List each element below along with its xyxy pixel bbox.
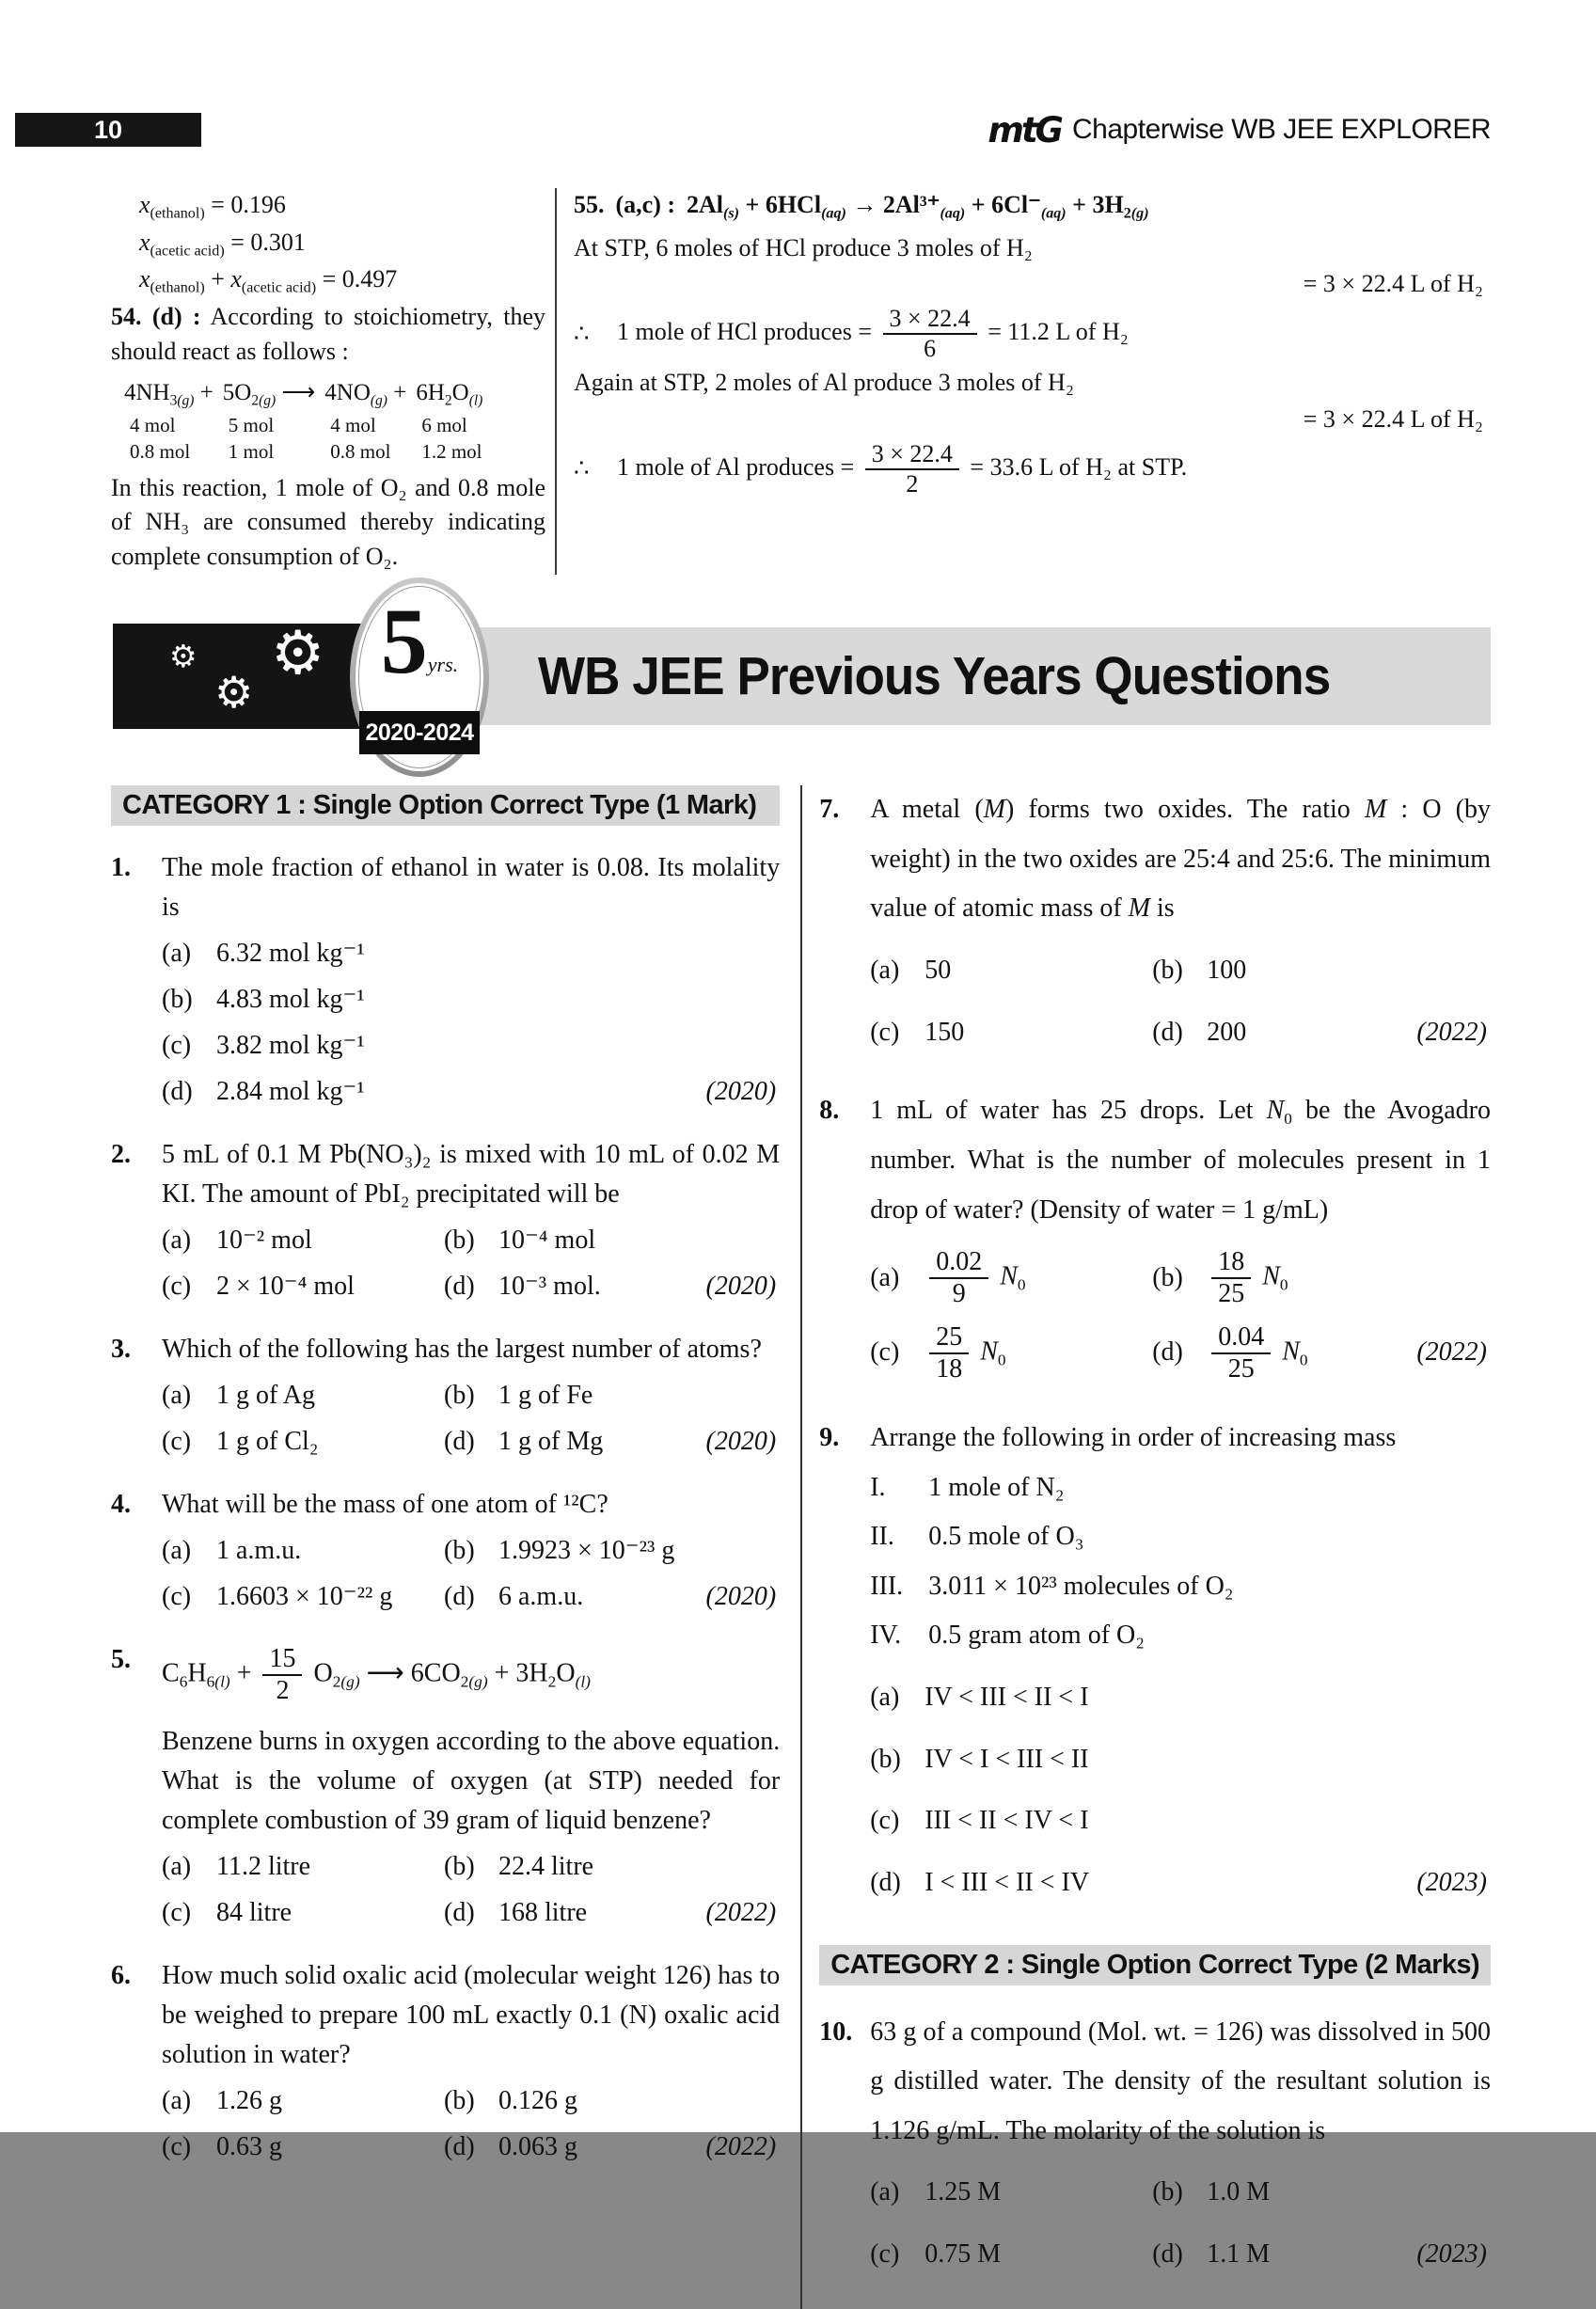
- options: [162, 934, 780, 1112]
- option: [162, 1893, 444, 1933]
- option: [162, 1422, 444, 1462]
- option-label: (c): [870, 1337, 900, 1368]
- option-label: (d): [444, 1272, 475, 1302]
- option: [870, 1673, 1088, 1723]
- option-label: (d): [1152, 1337, 1183, 1368]
- reaction-55: $2Al_{(s)} + 6HCl_{(aq)} \to 2Al^{3+}_{(aq)} + 6Cl^-_{(aq)} + 3H_{2(g)}$: [687, 191, 1149, 222]
- option-row: [162, 1531, 780, 1571]
- option-text: 50: [924, 956, 952, 986]
- option-row: [870, 1247, 1491, 1309]
- options: [870, 2168, 1491, 2279]
- question-text: What will be the mass of one atom of ¹²C?: [162, 1490, 608, 1520]
- species: $6H_2O_{(l)}$: [416, 380, 483, 409]
- year-label: (2020): [705, 1427, 777, 1457]
- question-text: A metal (M) forms two oxides. The ratio M : O (by weight) in the two oxides are 25:4 and 25:6. The minimum value of atomic mass of M is: [870, 795, 1492, 924]
- solution-line: = 3 × 22.4 L of H₂: [1303, 270, 1483, 298]
- option: [162, 1221, 444, 1260]
- option-text: $\frac{0.02}{9}$ $N_0$: [924, 1247, 1025, 1309]
- option: [870, 1247, 1152, 1309]
- list-label: II.: [870, 1522, 894, 1552]
- option-label: (d): [1152, 2239, 1183, 2269]
- option-row: [162, 1376, 780, 1415]
- questions-left-column: [111, 785, 780, 2309]
- option: [162, 934, 365, 973]
- option-row: [162, 1221, 780, 1260]
- option-text: $\frac{25}{18}$ $N_0$: [924, 1322, 1005, 1384]
- options: [870, 1247, 1491, 1384]
- option-text: 1 g of Mg: [498, 1427, 604, 1457]
- list-item: [870, 1463, 1491, 1513]
- option-label: (d): [444, 1897, 475, 1927]
- options: [162, 1221, 780, 1306]
- mole-fraction-line: $x_{(ethanol)} = 0.196$: [139, 191, 286, 222]
- option-text: $\frac{0.04}{25}$ $N_0$: [1207, 1322, 1307, 1384]
- option: [1152, 1008, 1246, 1058]
- option-text: 1 g of Cl₂: [216, 1427, 319, 1457]
- option-label: (c): [870, 1017, 900, 1047]
- mol-value: 4 mol: [330, 413, 376, 436]
- options: [162, 2081, 780, 2167]
- question-number: 5.: [111, 1645, 131, 1675]
- option-text: 10⁻³ mol.: [498, 1272, 601, 1302]
- question-text: 5 mL of 0.1 M Pb(NO₃)₂ is mixed with 10 mL of 0.02 M KI. The amount of PbI₂ precipitated will be: [162, 1140, 781, 1210]
- option-text: 1.26 g: [216, 2085, 282, 2115]
- option-text: 4.83 mol kg⁻¹: [216, 985, 365, 1015]
- option-text: 22.4 litre: [498, 1851, 594, 1881]
- option-text: 1.25 M: [924, 2177, 1002, 2207]
- gear-icon: ⚙: [214, 667, 254, 719]
- option-row: [162, 1847, 780, 1887]
- options: [162, 1531, 780, 1617]
- question-number: 1.: [111, 853, 131, 883]
- list-text: 0.5 gram atom of O₂: [928, 1621, 1146, 1651]
- option: [162, 2127, 444, 2167]
- list-text: 3.011 × 10²³ molecules of O₂: [928, 1571, 1234, 1601]
- option-label: (c): [870, 2239, 900, 2269]
- question-body: [162, 1956, 780, 2174]
- year-label: (2020): [705, 1272, 777, 1302]
- years-range: 2020-2024: [359, 711, 480, 754]
- option-row: [870, 1796, 1491, 1846]
- option: [444, 1422, 603, 1462]
- option-label: (b): [444, 1381, 475, 1411]
- solution-line: Again at STP, 2 moles of Al produce 3 moles of H₂: [574, 369, 1074, 397]
- option-text: 10⁻⁴ mol: [498, 1226, 596, 1256]
- list-label: IV.: [870, 1621, 902, 1651]
- reaction-column: [124, 376, 213, 465]
- option: [444, 1267, 601, 1306]
- option: [1152, 1247, 1288, 1309]
- year-label: (2023): [1416, 1867, 1487, 1897]
- option-text: IV < III < II < I: [924, 1683, 1089, 1713]
- page-header: [15, 111, 1491, 150]
- year-label: (2023): [1416, 2239, 1487, 2269]
- option-label: (c): [162, 1897, 192, 1927]
- solutions-right-column: [557, 188, 1491, 575]
- option-label: (d): [444, 2131, 475, 2161]
- option-label: (a): [870, 1683, 900, 1713]
- option-label: (a): [162, 1226, 192, 1256]
- solution-number: 54.: [111, 302, 142, 330]
- question-body: [162, 1485, 780, 1623]
- option-text: 2.84 mol kg⁻¹: [216, 1077, 365, 1107]
- options: [162, 1847, 780, 1933]
- option-text: 11.2 litre: [216, 1851, 311, 1881]
- option-label: (c): [870, 1806, 900, 1836]
- option-row: [870, 1673, 1491, 1723]
- option-label: (d): [162, 1077, 193, 1107]
- option: [870, 1322, 1152, 1384]
- option-text: 168 litre: [498, 1897, 588, 1927]
- option: [162, 2081, 444, 2121]
- list-text: 0.5 mole of O₃: [928, 1522, 1084, 1552]
- list-item: [870, 1512, 1491, 1562]
- solution-number: 55.: [574, 191, 605, 218]
- option-text: 6 a.m.u.: [498, 1582, 584, 1612]
- option-row: [162, 1026, 780, 1066]
- option-text: 0.63 g: [216, 2131, 282, 2161]
- year-label: (2020): [705, 1582, 777, 1612]
- option: [870, 2168, 1152, 2218]
- question-body: [870, 785, 1491, 1069]
- option-label: (b): [1152, 1263, 1183, 1293]
- option: [444, 1847, 593, 1887]
- year-label: (2022): [705, 1897, 777, 1927]
- option-label: (c): [162, 1427, 192, 1457]
- questions-section: [111, 785, 1491, 2309]
- species: $5O_{2(g)}$ ⟶: [222, 380, 316, 409]
- option-row: [162, 1422, 780, 1462]
- question-number: 9.: [819, 1422, 840, 1452]
- section-banner: [113, 589, 1491, 753]
- option-label: (d): [444, 1582, 475, 1612]
- option-label: (a): [162, 2085, 192, 2115]
- option: [162, 1847, 444, 1887]
- question-text: Which of the following has the largest number of atoms?: [162, 1335, 762, 1365]
- option-row: [162, 2081, 780, 2121]
- years-badge-face: [358, 586, 481, 768]
- option-text: $\frac{18}{25}$ $N_0$: [1207, 1247, 1288, 1309]
- mol-value: 4 mol: [130, 413, 176, 436]
- option-row: [870, 946, 1491, 996]
- option-label: (a): [162, 1536, 192, 1566]
- mtg-logo: mtG: [988, 109, 1062, 150]
- option-label: (c): [162, 1582, 192, 1612]
- years-label: yrs.: [427, 653, 459, 677]
- option-text: 1 a.m.u.: [216, 1536, 302, 1566]
- question-body: [162, 1330, 780, 1468]
- option-label: (b): [162, 985, 193, 1015]
- option-text: 1 g of Ag: [216, 1381, 315, 1411]
- option: [1152, 1322, 1307, 1384]
- option: [444, 1531, 674, 1571]
- option: [1152, 946, 1246, 996]
- gear-icon: ⚙: [169, 638, 198, 675]
- list-text: 1 mole of N₂: [928, 1472, 1065, 1502]
- option-row: [162, 980, 780, 1020]
- option: [444, 1376, 593, 1415]
- therefore-symbol: ∴: [574, 319, 590, 347]
- option-row: [870, 2168, 1491, 2218]
- option-label: (a): [870, 2177, 900, 2207]
- question-equation: $C_6H_{6(l)}$ + $\frac{15}{2}$ $O_{2(g)}$ ⟶ $6CO_{2(g)} + 3H_2O_{(l)}$: [162, 1644, 591, 1706]
- option-row: [870, 2230, 1491, 2280]
- mol-value: 0.8 mol: [330, 440, 391, 464]
- option-label: (b): [1152, 2177, 1183, 2207]
- option: [444, 1221, 595, 1260]
- question-10: [819, 2008, 1491, 2292]
- years-badge: [350, 577, 489, 777]
- question-3: [111, 1330, 780, 1468]
- option-text: 150: [924, 1017, 965, 1047]
- mol-value: 0.8 mol: [130, 440, 191, 464]
- question-body: [870, 1414, 1491, 1921]
- question-body: [162, 1135, 780, 1313]
- options: [870, 946, 1491, 1057]
- option-row: [870, 1735, 1491, 1785]
- options: [162, 1376, 780, 1462]
- question-text: How much solid oxalic acid (molecular weight 126) has to be weighed to prepare 100 mL exactly 0.1 (N) oxalic acid solution in water?: [162, 1960, 781, 2069]
- option: [162, 1026, 365, 1066]
- question-text: Benzene burns in oxygen according to the above equation. What is the volume of oxygen (at STP) needed for complete combustion of 39 gram of liquid benzene?: [162, 1726, 781, 1835]
- questions-right-column: [802, 785, 1491, 2309]
- solution-equation: 1 mole of HCl produces = $\frac{3 \times 22.4}{6}$ = 11.2 L of H₂: [617, 305, 1129, 363]
- question-2: [111, 1135, 780, 1313]
- list-label: III.: [870, 1571, 904, 1601]
- option-text: 1.6603 × 10⁻²² g: [216, 1582, 393, 1612]
- option: [1152, 2168, 1270, 2218]
- option-text: 1 g of Fe: [498, 1381, 593, 1411]
- question-9: [819, 1414, 1491, 1921]
- banner-title: WB JEE Previous Years Questions: [538, 646, 1331, 707]
- solution-answer: (d) :: [151, 302, 201, 330]
- question-text: 63 g of a compound (Mol. wt. = 126) was dissolved in 500 g distilled water. The density of the resultant solution is 1.126 g/mL. The molarity of the solution is: [870, 2016, 1491, 2145]
- option: [162, 1267, 444, 1306]
- option-text: 1.1 M: [1207, 2239, 1271, 2269]
- option-text: 100: [1207, 956, 1247, 986]
- option-label: (d): [1152, 1017, 1183, 1047]
- option-label: (b): [444, 2085, 475, 2115]
- reaction-column: [416, 376, 482, 465]
- option-text: 6.32 mol kg⁻¹: [216, 939, 365, 969]
- page-number: 10: [93, 115, 123, 144]
- question-4: [111, 1485, 780, 1623]
- solution-text: According to stoichiometry, they should react as follows :: [111, 302, 545, 365]
- option-text: 1.0 M: [1207, 2177, 1271, 2207]
- question-text: The mole fraction of ethanol in water is 0.08. Its molality is: [162, 853, 781, 923]
- book-title: Chapterwise WB JEE EXPLORER: [1072, 114, 1491, 145]
- page-number-bar: [15, 113, 201, 147]
- option-row: [162, 2127, 780, 2167]
- question-number: 6.: [111, 1960, 131, 1990]
- mol-value: 6 mol: [421, 413, 467, 436]
- year-label: (2022): [1416, 1337, 1487, 1368]
- option-text: 200: [1207, 1017, 1247, 1047]
- option-text: 0.75 M: [924, 2239, 1002, 2269]
- gear-icon: ⚙: [271, 619, 325, 689]
- option-row: [162, 1072, 780, 1112]
- list-item: [870, 1611, 1491, 1661]
- years-badge-ring: [356, 583, 483, 771]
- option-row: [162, 934, 780, 973]
- therefore-symbol: ∴: [574, 454, 590, 482]
- solution-line: [574, 440, 1491, 498]
- solution-line: = 3 × 22.4 L of H₂: [1303, 405, 1483, 434]
- option-text: 84 litre: [216, 1897, 292, 1927]
- option: [444, 1893, 587, 1933]
- option-label: (c): [162, 1031, 192, 1061]
- year-label: (2022): [1416, 1017, 1487, 1047]
- option-text: 2 × 10⁻⁴ mol: [216, 1272, 355, 1302]
- option: [870, 2230, 1152, 2280]
- option-label: (c): [162, 2131, 192, 2161]
- option: [1152, 2230, 1270, 2280]
- question-body: [870, 2008, 1491, 2292]
- option-label: (a): [870, 956, 900, 986]
- question-number: 2.: [111, 1140, 131, 1170]
- option-row: [162, 1267, 780, 1306]
- option-text: 3.82 mol kg⁻¹: [216, 1031, 365, 1061]
- banner-title-band: [416, 627, 1491, 725]
- question-number: 4.: [111, 1490, 131, 1520]
- option-label: (b): [870, 1744, 901, 1774]
- category-1-header: CATEGORY 1 : Single Option Correct Type (1 Mark): [111, 785, 780, 826]
- option: [444, 2081, 577, 2121]
- option: [162, 1072, 365, 1112]
- year-label: (2020): [705, 1077, 777, 1107]
- option-row: [162, 1577, 780, 1617]
- option-label: (d): [870, 1867, 901, 1897]
- mole-fraction-line: $x_{(acetic acid)} = 0.301$: [139, 228, 306, 260]
- solutions-section: [111, 188, 1491, 575]
- solution-54-conclusion: In this reaction, 1 mole of O₂ and 0.8 mole of NH₃ are consumed thereby indicating complete consumption of O₂.: [111, 473, 545, 571]
- option-label: (a): [162, 1851, 192, 1881]
- option: [162, 1577, 444, 1617]
- list-label: I.: [870, 1472, 886, 1502]
- option-text: IV < I < III < II: [924, 1744, 1089, 1774]
- reaction-column: [324, 376, 406, 465]
- mol-value: 5 mol: [228, 413, 275, 436]
- option-label: (b): [1152, 956, 1183, 986]
- option-label: (c): [162, 1272, 192, 1302]
- option-text: I < III < II < IV: [924, 1867, 1090, 1897]
- question-body: [870, 1086, 1491, 1397]
- option-text: 0.126 g: [498, 2085, 577, 2115]
- mol-value: 1 mol: [228, 440, 275, 464]
- question-number: 10.: [819, 2016, 853, 2047]
- question-body: [162, 1640, 780, 1938]
- option-label: (b): [444, 1851, 475, 1881]
- option: [870, 1735, 1088, 1785]
- category-2-header: CATEGORY 2 : Single Option Correct Type (2 Marks): [819, 1945, 1491, 1985]
- mole-fraction-line: $x_{(ethanol)} + x_{(acetic acid)} = 0.497$: [139, 265, 398, 296]
- option: [444, 2127, 577, 2167]
- solution-55-head: [574, 188, 1491, 226]
- option-row: [870, 1322, 1491, 1384]
- species: $4NH_{3(g)}$ +: [124, 380, 213, 409]
- question-1: [111, 848, 780, 1118]
- option-label: (d): [444, 1427, 475, 1457]
- question-7: [819, 785, 1491, 1069]
- years-number: 5: [380, 589, 428, 694]
- list-item: [870, 1562, 1491, 1612]
- option-label: (b): [444, 1226, 475, 1256]
- option-row: [870, 1008, 1491, 1058]
- question-text: Arrange the following in order of increasing mass: [870, 1422, 1397, 1452]
- option-label: (a): [162, 1381, 192, 1411]
- solutions-left-column: [111, 188, 555, 575]
- solution-answer: (a,c) :: [615, 191, 676, 218]
- option: [444, 1577, 583, 1617]
- options: [870, 1673, 1491, 1908]
- option-text: 1.9923 × 10⁻²³ g: [498, 1536, 675, 1566]
- option-text: 10⁻² mol: [216, 1226, 312, 1256]
- option-row: [162, 1893, 780, 1933]
- solution-equation: 1 mole of Al produces = $\frac{3 \times 22.4}{2}$ = 33.6 L of H₂ at STP.: [617, 439, 1188, 498]
- option: [162, 980, 365, 1020]
- question-number: 8.: [819, 1096, 840, 1126]
- option: [870, 1796, 1088, 1846]
- year-label: (2022): [705, 2131, 777, 2161]
- option-label: (a): [162, 939, 192, 969]
- running-head: [988, 111, 1491, 149]
- option-label: (a): [870, 1263, 900, 1293]
- question-number: 7.: [819, 795, 840, 825]
- mol-value: 1.2 mol: [421, 440, 482, 464]
- option: [870, 946, 1152, 996]
- question-5: [111, 1640, 780, 1938]
- reaction-column: [223, 376, 315, 465]
- species: $4NO_{(g)}$ +: [324, 380, 407, 409]
- option: [162, 1376, 444, 1415]
- solution-line: At STP, 6 moles of HCl produce 3 moles of H₂: [574, 233, 1033, 261]
- question-text: 1 mL of water has 25 drops. Let $N_0$ be the Avogadro number. What is the number of molecules present in 1 drop of water? (Density of water = 1 g/mL): [870, 1096, 1492, 1225]
- option-text: III < II < IV < I: [924, 1806, 1089, 1836]
- option: [870, 1008, 1152, 1058]
- option-label: (b): [444, 1536, 475, 1566]
- reaction-54: [124, 376, 545, 465]
- question-6: [111, 1956, 780, 2174]
- option-text: 0.063 g: [498, 2131, 577, 2161]
- solution-line: [574, 305, 1491, 363]
- years-count: [359, 589, 480, 694]
- question-number: 3.: [111, 1335, 131, 1365]
- option: [162, 1531, 444, 1571]
- question-body: [162, 848, 780, 1118]
- solution-54-intro: [111, 300, 545, 370]
- option: [870, 1858, 1089, 1908]
- option-row: [870, 1858, 1491, 1908]
- question-8: [819, 1086, 1491, 1397]
